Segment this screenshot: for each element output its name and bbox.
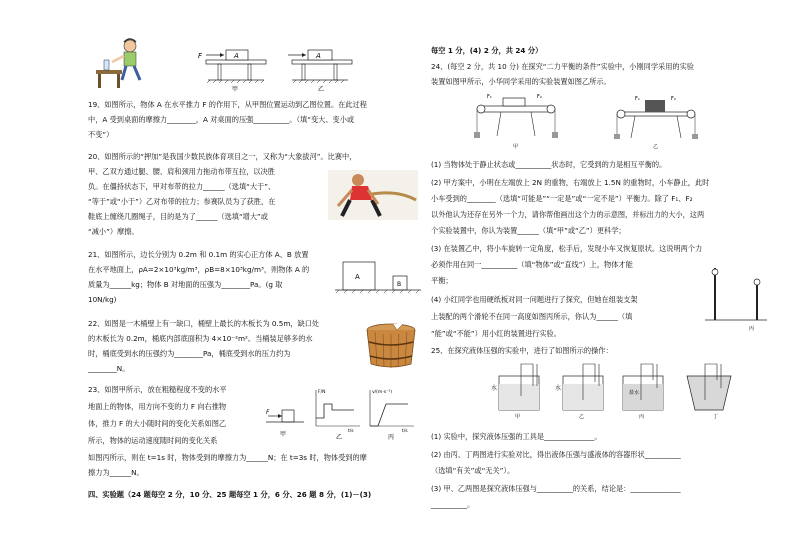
q24-line2: 装置如图甲所示，小华同学采用的实验装置如图乙所示。 <box>431 77 611 86</box>
q25-salt-label: 盐水 <box>629 390 640 396</box>
q24-s4a: (4) 小红同学也用硬纸板对同一问题进行了探究，但她在组装支架 <box>431 295 638 304</box>
q23-g2-ylabel: v/(m·s⁻¹) <box>372 390 393 395</box>
q21-line1: 21、如图所示，边长分别为 0.2m 和 0.1m 的实心正方体 A、B 放置 <box>88 250 309 259</box>
q24-jia-f1: F₁ <box>487 94 492 100</box>
q24-yi-f2: F₂ <box>671 96 676 102</box>
q20-line1: 20、如图所示的“押加”是我国少数民族体育项目之一，又称为“大象拔河”。比赛中， <box>88 152 357 161</box>
q21-label-b: B <box>397 281 402 288</box>
q24-s3c: 平衡； <box>431 276 453 285</box>
q19-figure-jia <box>198 46 268 94</box>
q24-s2d: 个实验装置中，你认为装置______（填“甲”或“乙”）更科学； <box>431 226 626 235</box>
q25-s3a: (3) 甲、乙两图是探究液体压强与__________的关系，结论是：______________ <box>431 484 681 493</box>
q25-water-label-2: 水 <box>555 385 562 392</box>
q25-fig-yi-caption: 乙 <box>579 414 585 420</box>
q25-pressure-figures <box>491 360 751 420</box>
q24-figure-bing <box>701 262 771 334</box>
q24-fig-yi-caption: 乙 <box>653 144 659 150</box>
q23-g1-xlabel: t/s <box>348 429 354 434</box>
q25-s2a: (2) 由丙、丁两图进行实验对比，得出液体压强与盛液体的容器形状__________ <box>431 450 681 459</box>
q21-cubes-figure <box>333 258 423 300</box>
q24-s2a: (2) 甲方案中，小明在左端放上 2N 的重物，右端放上 1.5N 的重物时，小车静止，此时 <box>431 178 710 187</box>
q19-fig-yi-caption: 乙 <box>318 86 325 93</box>
q25-s2b: （选填“有关”或“无关”）。 <box>431 466 515 475</box>
section4-heading-cont: 每空 1 分，(4) 2 分，共 24 分） <box>431 46 543 55</box>
q22-line4: ________N。 <box>88 364 130 373</box>
q22-line2: 的木板长为 0.2m，桶底内部底面积为 4×10⁻²m²。当桶装足够多的水 <box>88 334 313 343</box>
q23-figures <box>264 386 416 442</box>
q24-s3b: 必须作用在同一__________（填“物体”或“直线”）上，物体才能 <box>431 260 633 269</box>
q24-s1: (1) 当物体处于静止状态或__________状态时，它受到的力是相互平衡的。 <box>431 160 667 169</box>
q23-line4: 所示，物体的运动速度随时间的变化关系 <box>88 436 218 445</box>
q25-fig-jia-caption: 甲 <box>515 414 521 420</box>
q20-line6: “减小”）摩擦。 <box>88 227 139 236</box>
q19-figure-yi <box>288 46 358 94</box>
q23-line5: 如图丙所示，则在 t=1s 时，物体受到的摩擦力为______N；在 t=3s 时，物体受到的摩 <box>88 453 367 462</box>
q24-jia-f2: F₂ <box>537 94 542 100</box>
q19-line1: 19、如图所示，物体 A 在水平推力 F 的作用下，从甲图位置运动到乙图位置。在此过程 <box>88 100 367 109</box>
q25-s1: (1) 实验中，探究液体压强的工具是______________。 <box>431 432 602 441</box>
q25-fig-bing-caption: 丙 <box>639 414 645 420</box>
q23-fig-jia-caption: 甲 <box>280 431 287 438</box>
q24-s4b: 上装配的两个滑轮不在同一高度如图丙所示，你认为______（填 <box>431 312 633 321</box>
q23-fig-yi-caption: 乙 <box>336 434 343 441</box>
q24-s2b: 小车受到的________（选填“可能是”“一定是”或“一定不是”）平衡力。除了 F₁、F₂ <box>431 194 693 203</box>
q21-label-a: A <box>355 273 360 281</box>
q24-yi-f1: F₁ <box>635 96 640 102</box>
q25-line1: 25、在探究液体压强的实验中，进行了如图所示的操作： <box>431 346 613 355</box>
q19-line2: 中，A 受到桌面的摩擦力________，A 对桌面的压强__________。（填“变大、变小或 <box>88 115 355 124</box>
q22-line1: 22、如图是一木桶壁上有一缺口，桶壁上最长的木板长为 0.5m，缺口处 <box>88 319 320 328</box>
q19-line3: 不变”） <box>88 130 114 139</box>
q25-fig-ding-caption: 丁 <box>713 414 719 420</box>
q21-line4: 10N/kg) <box>88 295 117 304</box>
section4-heading: 四、实验题（24 题每空 2 分，10 分、25 题每空 1 分，6 分、26 题 8 分，(1)－(3) <box>88 490 372 499</box>
q21-line2: 在水平地面上，ρA=2×10³kg/m³，ρB=8×10³kg/m³，则物体 A 的 <box>88 265 310 274</box>
q24-s2c: 以外他认为还存在另外一个力，请你帮他画出这个力的示意图，并标出力的大小，这两 <box>431 210 705 219</box>
q25-water-label: 水 <box>491 385 498 392</box>
wooden-bucket-figure <box>363 320 419 370</box>
q19-yi-label-a: A <box>316 52 321 60</box>
q19-label-f: F <box>198 52 203 60</box>
q24-line1: 24、(每空 2 分，共 10 分) 在探究“二力平衡的条件”实验中，小刚同学采用的实验 <box>431 62 694 71</box>
q20-line5: 鞋底上缠绕几圈绳子，目的是为了______（选填“增大”或 <box>88 212 268 221</box>
boy-drinking-figure <box>88 34 148 90</box>
q19-label-a: A <box>234 52 239 60</box>
q25-s3b: __________。 <box>431 500 475 509</box>
q23-line1: 23、如图甲所示，放在粗糙程度不变的水平 <box>88 385 227 394</box>
q23-label-f: F <box>266 409 270 416</box>
q22-line3: 时，桶底受到水的压强约为________Pa，桶底受到水的压力约为 <box>88 349 291 358</box>
q24-fig-jia-caption: 甲 <box>513 144 519 150</box>
q23-g2-xlabel: t/s <box>402 429 408 434</box>
q19-fig-jia-caption: 甲 <box>232 86 239 93</box>
q20-line4: “等于”或“小于”）乙对布带的拉力；参赛队员为了获胜，在 <box>88 197 276 206</box>
q21-line3: 质量为______kg；物体 B 对地面的压强为________Pa。(g 取 <box>88 280 283 289</box>
q23-line3: 体，推力 F 的大小随时间的变化关系如图乙 <box>88 419 227 428</box>
q20-line2: 甲、乙双方通过腿、腰、肩和颈用力拖动布带互拉，以决胜 <box>88 167 275 176</box>
yajia-athlete-photo <box>328 170 418 220</box>
q20-line3: 负。在僵持状态下，甲对布带的拉力______（选填“大于”、 <box>88 182 276 191</box>
q23-line6: 擦力为______N。 <box>88 468 144 477</box>
q24-s3a: (3) 在装置乙中，将小车旋转一定角度，松手后，发现小车又恢复原状。这说明两个力 <box>431 244 703 253</box>
q24-s4c: “能”或“不能”）用小红的装置进行实验。 <box>431 329 561 338</box>
q24-figures <box>461 90 741 150</box>
q23-fig-bing-caption: 丙 <box>388 434 395 441</box>
q23-g1-ylabel: F/N <box>318 390 326 395</box>
q23-line2: 地面上的物体，用方向不变的力 F 向右推物 <box>88 402 227 411</box>
q24-fig-bing-caption: 丙 <box>749 326 755 332</box>
